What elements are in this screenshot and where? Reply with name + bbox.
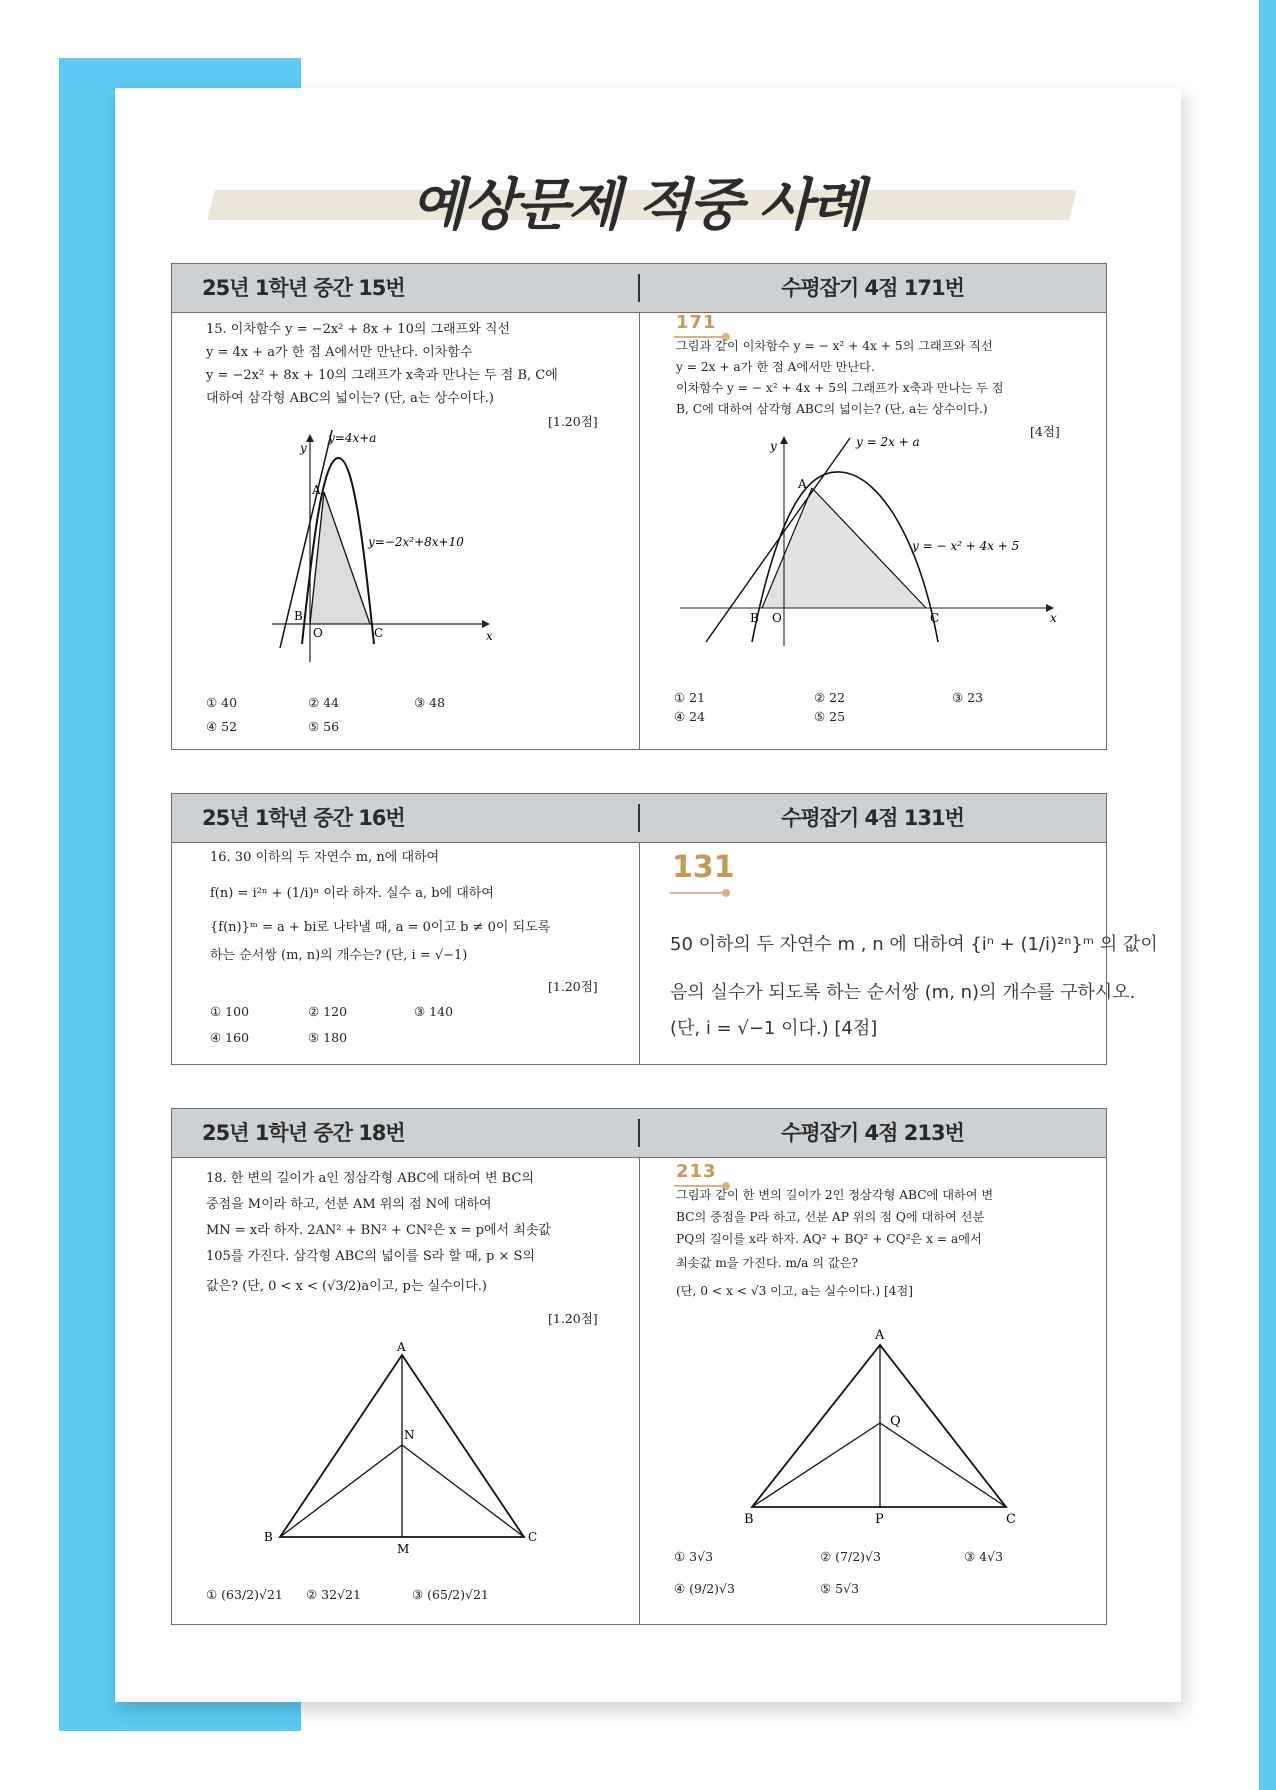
- question-line: 음의 실수가 되도록 하는 순서쌍 (m, n)의 개수를 구하시오.: [670, 982, 1136, 1003]
- y-axis-label: y: [770, 439, 777, 453]
- question-line: {f(n)}ᵐ = a + bi로 나타낼 때, a = 0이고 b ≠ 0이 되도록: [210, 920, 551, 935]
- question-points: [1.20점]: [548, 1311, 598, 1326]
- comparison-section-1: [171, 263, 1107, 750]
- choice-1: ① 21: [674, 690, 706, 705]
- question-line: y = 4x + a가 한 점 A에서만 만난다. 이차함수: [206, 345, 473, 360]
- question-line: 값은? (단, 0 < x < (√3/2)a이고, p는 실수이다.): [206, 1279, 487, 1294]
- decorative-blue-stripe: [1259, 0, 1276, 1790]
- segment-bn: [280, 1445, 402, 1537]
- point-n-label: N: [404, 1428, 415, 1442]
- parabola-graph-figure: [680, 432, 1080, 672]
- choice-3: ③ 23: [952, 690, 984, 705]
- question-line: 그림과 같이 이차함수 y = − x² + 4x + 5의 그래프와 직선: [676, 339, 993, 353]
- page-title-area: [197, 166, 1077, 246]
- question-line: (단, i = √−1 이다.) [4점]: [670, 1018, 878, 1039]
- right-header: 수평잡기 4점 171번: [781, 276, 964, 300]
- choice-5: ⑤ 180: [308, 1030, 348, 1045]
- question-line: PQ의 길이를 x라 하자. AQ² + BQ² + CQ²은 x = a에서: [676, 1232, 982, 1246]
- point-c-label: C: [528, 1530, 538, 1544]
- question-line: 50 이하의 두 자연수 m , n 에 대하여 {iⁿ + (1/i)²ⁿ}ᵐ 의 값이: [670, 934, 1158, 955]
- choice-5: ⑤ 25: [814, 709, 846, 724]
- line-label: y=4x+a: [328, 431, 377, 445]
- choice-1: ① (63/2)√21: [206, 1587, 283, 1602]
- question-line: 그림과 같이 한 변의 길이가 2인 정삼각형 ABC에 대하여 변: [676, 1188, 994, 1202]
- segment-cn: [402, 1445, 524, 1537]
- choice-3: ③ (65/2)√21: [412, 1587, 489, 1602]
- origin-label: O: [772, 611, 782, 625]
- question-line: 105를 가진다. 삼각형 ABC의 넓이를 S라 할 때, p × S의: [206, 1249, 535, 1264]
- point-b-label: B: [750, 611, 759, 625]
- triangle-figure: [262, 1337, 552, 1557]
- question-line: 15. 이차함수 y = −2x² + 8x + 10의 그래프와 직선: [206, 322, 511, 337]
- section-header: [172, 1109, 1106, 1158]
- exam-question-18: [172, 1157, 639, 1624]
- comparison-section-2: [171, 793, 1158, 1065]
- curve-label: y=−2x²+8x+10: [368, 535, 464, 549]
- y-axis-label: y: [300, 441, 307, 455]
- section-header: [172, 264, 1106, 313]
- choice-2: ② 120: [308, 1004, 348, 1019]
- y-axis-arrow: [780, 436, 788, 444]
- x-axis-arrow: [482, 620, 490, 628]
- question-line: (단, 0 < x < √3 이고, a는 실수이다.) [4점]: [676, 1284, 914, 1298]
- choice-1: ① 40: [206, 695, 238, 710]
- question-number: 213: [676, 1161, 717, 1182]
- y-axis-arrow: [306, 434, 314, 442]
- choice-2: ② 44: [308, 695, 340, 710]
- triangle-figure: [740, 1323, 1030, 1533]
- point-q-label: Q: [890, 1414, 901, 1429]
- choice-2: ② (7/2)√3: [820, 1549, 881, 1564]
- choice-4: ④ 160: [210, 1030, 250, 1045]
- point-a-label: A: [397, 1340, 406, 1354]
- left-header: 25년 1학년 중간 15번: [202, 276, 405, 300]
- exam-question-15: [172, 312, 639, 749]
- question-line: 18. 한 변의 길이가 a인 정삼각형 ABC에 대하여 변 BC의: [206, 1171, 534, 1186]
- question-line: 중점을 M이라 하고, 선분 AM 위의 점 N에 대하여: [206, 1197, 492, 1212]
- question-line: 최솟값 m을 가진다. m/a 의 값은?: [676, 1256, 858, 1270]
- choice-4: ④ 52: [206, 719, 238, 734]
- choice-2: ② 32√21: [306, 1587, 361, 1602]
- segment-cq: [880, 1423, 1006, 1507]
- page-title: 예상문제 적중 사례: [411, 173, 863, 238]
- choice-2: ② 22: [814, 690, 846, 705]
- exam-question-16: [172, 842, 639, 1064]
- point-p-label: P: [875, 1512, 884, 1527]
- left-header: 25년 1학년 중간 16번: [202, 806, 405, 830]
- right-header: 수평잡기 4점 131번: [781, 806, 964, 830]
- point-a-label: A: [875, 1328, 885, 1343]
- page-card: [115, 88, 1181, 1702]
- point-c-label: C: [374, 626, 384, 640]
- choice-3: ③ 4√3: [964, 1549, 1004, 1564]
- comparison-section-3: [171, 1108, 1107, 1625]
- workbook-question-213: [640, 1157, 1106, 1624]
- choice-4: ④ 24: [674, 709, 706, 724]
- point-b-label: B: [264, 1530, 273, 1544]
- choice-5: ⑤ 56: [308, 719, 340, 734]
- point-a-label: A: [312, 483, 321, 497]
- choice-3: ③ 140: [414, 1004, 454, 1019]
- point-b-label: B: [744, 1512, 754, 1527]
- question-line: 대하여 삼각형 ABC의 넓이는? (단, a는 상수이다.): [206, 391, 494, 406]
- line-label: y = 2x + a: [856, 435, 920, 449]
- question-line: 이차함수 y = − x² + 4x + 5의 그래프가 x축과 만나는 두 점: [676, 381, 1004, 395]
- question-line: y = −2x² + 8x + 10의 그래프가 x축과 만나는 두 점 B, C에: [206, 368, 558, 383]
- origin-label: O: [313, 626, 323, 640]
- choice-3: ③ 48: [414, 695, 446, 710]
- choice-5: ⑤ 5√3: [820, 1581, 860, 1596]
- question-line: y = 2x + a가 한 점 A에서만 만난다.: [676, 360, 875, 374]
- point-a-label: A: [798, 477, 807, 491]
- choice-1: ① 100: [210, 1004, 250, 1019]
- choice-1: ① 3√3: [674, 1549, 714, 1564]
- question-line: B, C에 대하여 삼각형 ABC의 넓이는? (단, a는 상수이다.): [676, 402, 988, 416]
- question-points: [1.20점]: [548, 979, 598, 994]
- question-line: MN = x라 하자. 2AN² + BN² + CN²은 x = p에서 최솟값: [206, 1223, 551, 1238]
- left-header: 25년 1학년 중간 18번: [202, 1121, 405, 1145]
- question-number-dot: [722, 889, 730, 897]
- workbook-question-131: [640, 842, 1158, 1064]
- question-line: 하는 순서쌍 (m, n)의 개수는? (단, i = √−1): [210, 948, 468, 963]
- segment-bq: [752, 1423, 880, 1507]
- point-m-label: M: [397, 1542, 410, 1556]
- point-c-label: C: [930, 611, 940, 625]
- x-axis-label: x: [1050, 611, 1057, 625]
- question-line: f(n) = i²ⁿ + (1/i)ⁿ 이라 하자. 실수 a, b에 대하여: [210, 886, 494, 901]
- choice-4: ④ (9/2)√3: [674, 1581, 735, 1596]
- point-b-label: B: [294, 609, 303, 623]
- question-line: 16. 30 이하의 두 자연수 m, n에 대하여: [210, 850, 440, 865]
- right-header: 수평잡기 4점 213번: [781, 1121, 964, 1145]
- curve-label: y = − x² + 4x + 5: [912, 539, 1020, 553]
- question-points: [1.20점]: [548, 414, 598, 429]
- point-c-label: C: [1006, 1512, 1016, 1527]
- question-number: 131: [672, 850, 735, 885]
- x-axis-label: x: [486, 629, 493, 643]
- question-number: 171: [676, 312, 717, 333]
- section-header: [172, 794, 1106, 843]
- parabola-graph-figure: [272, 430, 512, 670]
- question-points: [4점]: [1030, 424, 1060, 439]
- workbook-question-171: [640, 312, 1106, 749]
- question-line: BC의 중점을 P라 하고, 선분 AP 위의 점 Q에 대하여 선분: [676, 1210, 985, 1224]
- question-number-underline: [670, 892, 724, 894]
